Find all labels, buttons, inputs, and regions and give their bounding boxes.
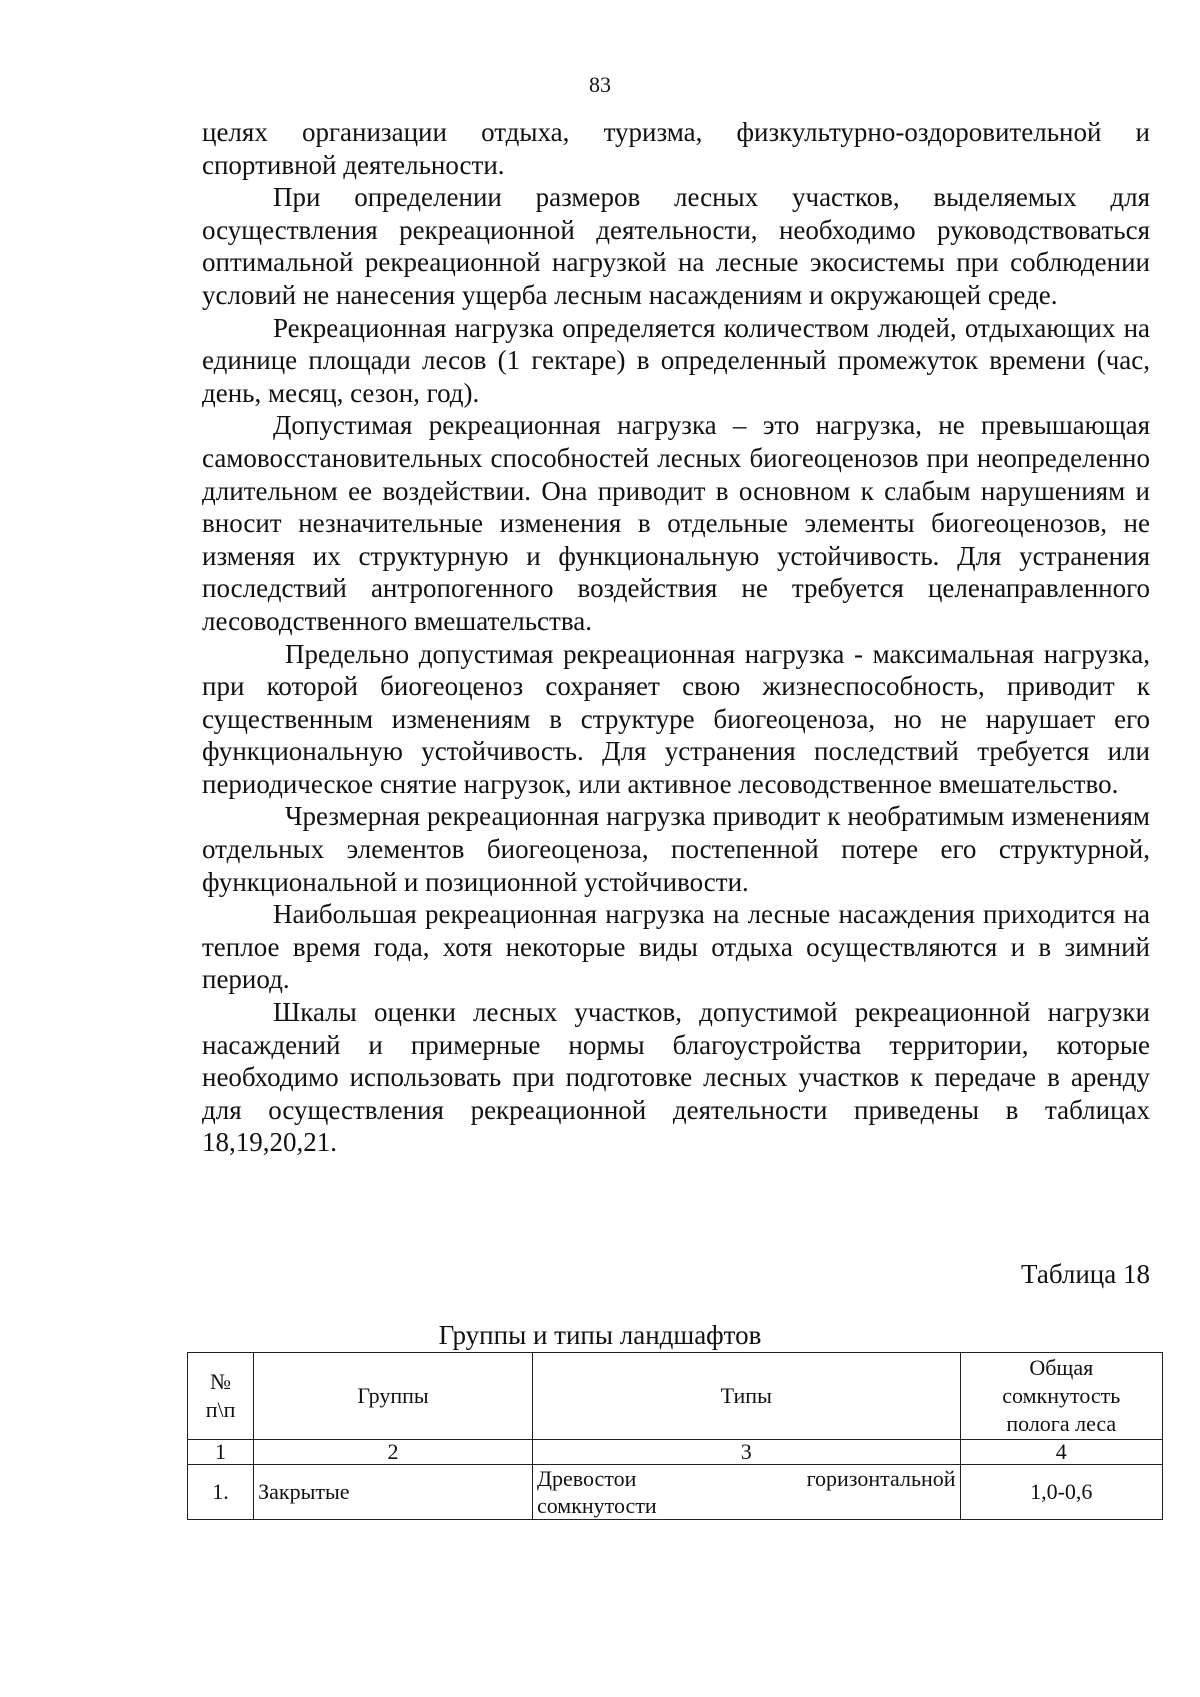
page-number: 83 <box>589 72 611 97</box>
row-closure: 1,0-0,6 <box>960 1465 1162 1520</box>
table-row <box>188 1465 1163 1520</box>
column-number-4: 4 <box>960 1440 1162 1465</box>
header-groups: Группы <box>254 1353 533 1440</box>
row-type-line2: сомкнутости <box>536 1493 657 1518</box>
table-header-row <box>188 1353 1163 1440</box>
header-number <box>188 1353 254 1440</box>
column-number-1: 1 <box>188 1440 254 1465</box>
header-number-line2: п\п <box>205 1397 236 1422</box>
row-number: 1. <box>188 1465 254 1520</box>
paragraph-excessive-load: Чрезмерная рекреационная нагрузка приводит к необратимым изменениям отдельных элементов биогеоценоза, постепенной потере его структурной, функциональной и позиционной устойчивости. <box>202 801 1150 897</box>
row-type-word1: Древостои <box>536 1466 637 1491</box>
header-number-line1: № <box>210 1369 232 1394</box>
row-type-line1 <box>537 1465 956 1492</box>
header-closure <box>960 1353 1162 1440</box>
paragraph-permissible-load: Допустимая рекреационная нагрузка – это нагрузка, не превышающая самовосстановительных способностей лесных биогеоценозов при неопределенно длительном ее воздействии. Она приводит в основном к слабым нарушениям и вносит незначительные изменения в отдельные элементы биогеоценозов, не изменяя их структурную и функциональную устойчивость. Для устранения последствий антропогенного воздействия не требуется целенаправленного лесоводственного вмешательства. <box>202 410 1150 636</box>
paragraph-continuation: целях организации отдыха, туризма, физкультурно-оздоровительной и спортивной деятельности. <box>202 117 1150 180</box>
table-column-number-row <box>188 1440 1163 1465</box>
paragraph-seasonal-load: Наибольшая рекреационная нагрузка на лесные насаждения приходится на теплое время года, хотя некоторые виды отдыха осуществляются и в зимний период. <box>202 899 1150 995</box>
landscape-types-table <box>187 1352 1163 1520</box>
header-closure-line3: полога леса <box>1006 1411 1117 1436</box>
header-closure-line1: Общая <box>1029 1355 1094 1380</box>
row-type-word2: горизонтальной <box>806 1466 956 1491</box>
paragraph-plot-sizes: При определении размеров лесных участков, выделяемых для осуществления рекреационной деятельности, необходимо руководствоваться оптимальной рекреационной нагрузкой на лесные экосистемы при соблюдении условий не нанесения ущерба лесным насаждениям и окружающей среде. <box>202 182 1150 310</box>
header-types: Типы <box>532 1353 960 1440</box>
table-caption: Таблица 18 <box>1021 1259 1150 1289</box>
row-group: Закрытые <box>254 1465 533 1520</box>
table-title: Группы и типы ландшафтов <box>438 1320 762 1350</box>
header-closure-line2: сомкнутость <box>1002 1383 1121 1408</box>
row-type <box>532 1465 960 1520</box>
column-number-2: 2 <box>254 1440 533 1465</box>
column-number-3: 3 <box>532 1440 960 1465</box>
body-text <box>202 116 1150 1159</box>
paragraph-assessment-scales: Шкалы оценки лесных участков, допустимой рекреационной нагрузки насаждений и примерные нормы благоустройства территории, которые необходимо использовать при подготовке лесных участков к передаче в аренду для осуществления рекреационной деятельности приведены в таблицах 18,19,20,21. <box>202 997 1150 1158</box>
paragraph-max-permissible-load: Предельно допустимая рекреационная нагрузка - максимальная нагрузка, при которой биогеоценоз сохраняет свою жизнеспособность, приводит к существенным изменениям в структуре биогеоценоза, но не нарушает его функциональную устойчивость. Для устранения последствий требуется или периодическое снятие нагрузок, или активное лесоводственное вмешательство. <box>202 638 1150 799</box>
paragraph-recreational-load: Рекреационная нагрузка определяется количеством людей, отдыхающих на единице площади лесов (1 гектаре) в определенный промежуток времени (час, день, месяц, сезон, год). <box>202 312 1150 408</box>
